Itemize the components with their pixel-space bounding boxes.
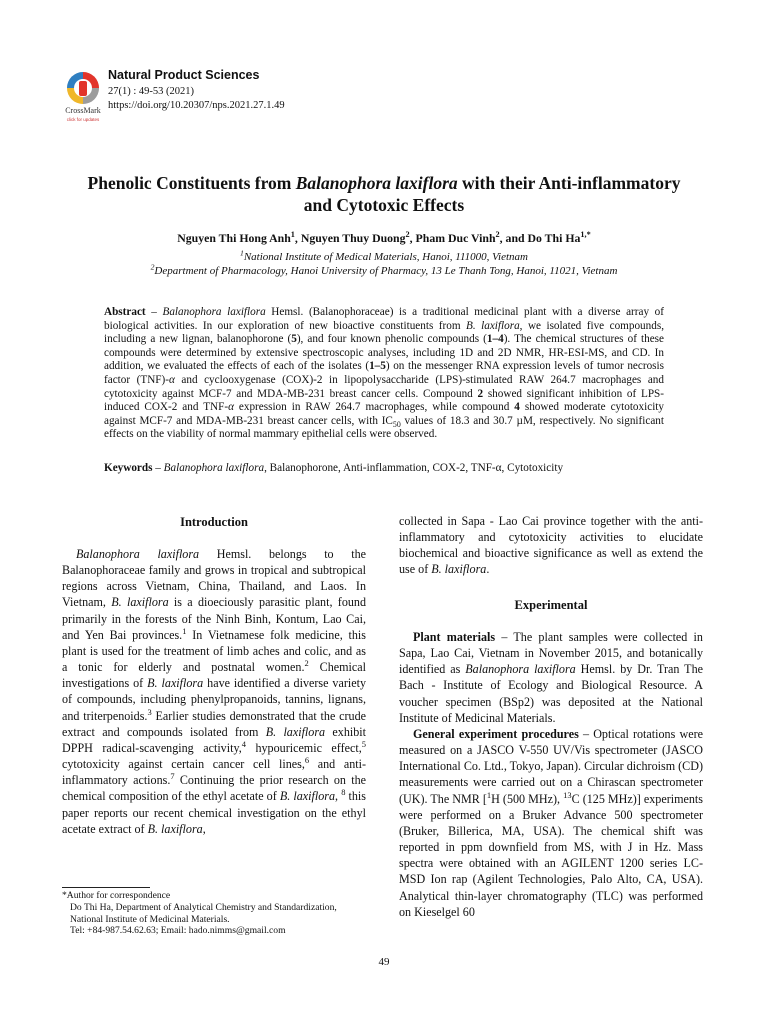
dash: – bbox=[152, 462, 164, 474]
tx: . bbox=[486, 562, 490, 577]
intro-paragraph bbox=[62, 546, 366, 837]
abs-text: showed significant inhibition of LPS-induced COX-2 and TNF- bbox=[104, 387, 664, 414]
it: B. laxiflora bbox=[147, 676, 204, 691]
abs-bold: 1–4 bbox=[486, 333, 504, 346]
author-sep: , and bbox=[499, 231, 528, 245]
tx: In Vietnamese folk medicine, this plant is used for the treatment of limb aches and colic, and as a tonic for elderly and postnatal women. bbox=[62, 627, 367, 675]
tx: cytotoxicity against certain cancer cell lines, bbox=[62, 757, 305, 772]
aff-sup: 2 bbox=[150, 262, 155, 272]
ref: 7 bbox=[170, 771, 175, 782]
footnote-line: *Author for correspondence bbox=[62, 890, 171, 901]
abstract bbox=[104, 306, 664, 442]
tx: collected in Sapa - Lao Cai province together with the anti-inflammatory and cytotoxicity activities to elucidate biochemical and bioactive significance as well as extend the use of bbox=[399, 514, 703, 577]
author-sup: 1 bbox=[290, 230, 295, 240]
abs-bold: 5 bbox=[291, 333, 297, 346]
tx: is a dioeciously parasitic plant, found primarily in the forests of the Ninh Binh, Kontum, Lao Cai, and Yen Bai provinces. bbox=[62, 595, 367, 642]
continuation-paragraph bbox=[399, 513, 703, 578]
tx: have identified a diverse variety of compounds, including phenylpropanoids, tannins, lignans, and triterpenoids. bbox=[62, 676, 366, 723]
kw-text: , Balanophorone, Anti-inflammation, COX-2, TNF-α, Cytotoxicity bbox=[264, 462, 564, 474]
it: B. laxiflora bbox=[265, 724, 326, 739]
tx: Hemsl. by Dr. Tran The Bach - Institute of Ecology and Biological Resource. A voucher specimen (BSp2) was deposited at the National Institute of Medicinal Materials. bbox=[399, 662, 703, 725]
subheading: General experiment procedures bbox=[413, 726, 579, 741]
tx: exhibit DPPH radical-scavenging activity, bbox=[62, 724, 366, 755]
author-sup bbox=[580, 230, 590, 239]
it: Balanophora laxiflora bbox=[465, 662, 576, 677]
abs-text: ). The chemical structures of these compounds were determined by extensive spectroscopic analyses, including 1D and 2D NMR, HR-ESI-MS, and CD. In addition, we evaluated the effects of each of the isolates ( bbox=[104, 333, 664, 373]
author: Nguyen Thi Hong Anh bbox=[177, 231, 291, 245]
abs-bold: 1–5 bbox=[369, 360, 386, 373]
crossmark-subtext: click for updates bbox=[66, 117, 100, 122]
ref: 3 bbox=[147, 706, 152, 717]
it: Balanophora laxiflora bbox=[76, 547, 200, 561]
ref: 1 bbox=[182, 625, 187, 636]
tx: Optical rotations were measured on a JASCO V-550 UV/Vis spectrometer (JASCO International Co. Ltd., Tokyo, Japan). Circular dichroism (CD) measurements were carried out on a Chirascan spectrometer (UK). The NMR [ bbox=[399, 726, 703, 806]
iso: 1 bbox=[486, 789, 492, 800]
tx: C (125 MHz)] experiments were performed on a Bruker Advance 500 spectrometer (Bruker, Billerica, MA, USA). The chemical shift was reported in ppm downfield from MS, with J in Hz. Mass spectra were obtained with an AGILENT 1200 series LC-MSD Ion rap (Agilent Technologies, Palo Alto, CA, USA). Analytical thin-layer chromatography (TLC) was performed on Kieselgel 60 bbox=[399, 791, 703, 919]
abs-text: showed moderate cytotoxicity against MCF-7 and MDA-MB-231 breast cancer cells, with IC bbox=[104, 401, 665, 427]
abs-italic: Balanophora laxiflora bbox=[162, 306, 266, 318]
crossmark-logo[interactable] bbox=[62, 68, 104, 126]
author-sup-num: 1, bbox=[580, 230, 587, 240]
crossmark-icon bbox=[62, 68, 104, 126]
author-list bbox=[60, 231, 708, 246]
author-sup: 2 bbox=[495, 230, 500, 240]
abs-italic: α bbox=[168, 373, 175, 386]
keywords-label: Keywords bbox=[104, 462, 153, 474]
author-sep: , bbox=[294, 231, 301, 245]
kw-italic: Balanophora laxiflora bbox=[163, 462, 265, 474]
correspondence-footnote bbox=[62, 890, 372, 937]
tx: , bbox=[202, 821, 206, 836]
abs-text: and cyclooxygenase (COX)-2 in lipopolysaccharide (LPS)-stimulated RAW 264.7 macrophages and cytotoxicity against MCF-7 and MDA-MB-231 breast cancer cells. Compound bbox=[104, 373, 664, 400]
affiliation-1 bbox=[60, 248, 708, 263]
abs-bold: 4 bbox=[514, 401, 520, 414]
tx: Chemical investigations of bbox=[62, 660, 366, 691]
title-part: Phenolic Constituents from bbox=[87, 173, 296, 193]
introduction-body bbox=[62, 546, 366, 837]
section-heading-experimental: Experimental bbox=[514, 598, 588, 612]
author: Nguyen Thuy Duong bbox=[300, 231, 406, 245]
general-procedures-paragraph bbox=[399, 726, 703, 920]
it: B. laxiflora bbox=[431, 562, 487, 577]
tx: , bbox=[335, 789, 342, 804]
it: B. laxiflora bbox=[111, 595, 169, 610]
tx: this paper reports our recent chemical investigation on the ethyl acetate extract of bbox=[62, 789, 367, 836]
aff-text: Department of Pharmacology, Hanoi University of Pharmacy, 13 Le Thanh Tong, Hanoi, 11021, Vietnam bbox=[154, 265, 618, 277]
abs-text: expression in RAW 264.7 macrophages, while compound bbox=[233, 401, 515, 414]
footnote-divider bbox=[62, 887, 150, 888]
journal-issue: 27(1) : 49-53 (2021) bbox=[108, 86, 195, 97]
ref: 5 bbox=[361, 738, 366, 749]
author: Pham Duc Vinh bbox=[415, 231, 496, 245]
paper-title bbox=[60, 172, 708, 216]
title-line2: and Cytotoxic Effects bbox=[303, 195, 465, 215]
abs-text: ) on the messenger RNA expression levels of tumor necrosis factor (TNF)- bbox=[104, 360, 664, 386]
abstract-label: Abstract bbox=[104, 306, 146, 318]
abs-text: ), and four known phenolic compounds ( bbox=[296, 333, 487, 346]
right-column-continuation bbox=[399, 513, 703, 578]
ref: 2 bbox=[304, 658, 309, 669]
footnote-line: Tel: +84-987.54.62.63; Email: hado.nimms@gmail.com bbox=[70, 925, 286, 937]
affiliation-2 bbox=[60, 262, 708, 277]
dash: – bbox=[145, 306, 163, 318]
abs-text: values of 18.3 and 30.7 µM, respectively. No significant effects on the viability of normal mammary epithelial cells were observed. bbox=[104, 414, 664, 441]
ref: 4 bbox=[241, 738, 246, 749]
page-number: 49 bbox=[378, 956, 390, 968]
journal-name: Natural Product Sciences bbox=[108, 68, 260, 82]
abs-italic: α bbox=[228, 401, 234, 414]
subheading: Plant materials bbox=[413, 630, 496, 644]
author-star: * bbox=[586, 230, 591, 240]
title-species: Balanophora laxiflora bbox=[295, 173, 458, 193]
section-heading-introduction: Introduction bbox=[180, 515, 248, 529]
aff-text: National Institute of Medical Materials, Hanoi, 111000, Vietnam bbox=[243, 251, 528, 263]
plant-materials-paragraph bbox=[399, 629, 703, 726]
dash: – bbox=[578, 726, 594, 741]
abs-bold: 2 bbox=[477, 387, 484, 400]
author-sep: , bbox=[409, 231, 416, 245]
iso: 13 bbox=[563, 789, 572, 800]
abs-text: , we isolated five compounds, including a new lignan, balanophorone ( bbox=[104, 319, 664, 346]
author: Do Thi Ha bbox=[527, 231, 581, 245]
it: B. laxiflora bbox=[147, 821, 203, 836]
tx: H (500 MHz), bbox=[491, 791, 564, 806]
title-part: with their Anti-inflammatory bbox=[457, 173, 681, 193]
ref: 6 bbox=[304, 755, 310, 765]
aff-sup: 1 bbox=[240, 248, 244, 258]
it: B. laxiflora bbox=[279, 789, 336, 804]
footnote-line: Do Thi Ha, Department of Analytical Chemistry and Standardization, National Institute of Medicinal Materials. bbox=[70, 901, 337, 925]
tx: and anti-inflammatory actions. bbox=[62, 757, 367, 788]
abs-sub: 50 bbox=[392, 419, 401, 429]
crossmark-text: CrossMark bbox=[65, 106, 101, 115]
experimental-body bbox=[399, 629, 703, 920]
journal-doi-link[interactable]: https://doi.org/10.20307/nps.2021.27.1.49 bbox=[108, 100, 285, 111]
abs-text: Hemsl. (Balanophoraceae) is a traditional medicinal plant with a diverse array of biological activities. In our exploration of new bioactive constituents from bbox=[104, 306, 664, 332]
author-sup: 2 bbox=[405, 230, 410, 240]
ref: 8 bbox=[341, 787, 346, 798]
keywords bbox=[104, 462, 664, 476]
tx: hypouricemic effect, bbox=[245, 740, 362, 755]
tx: Hemsl. belongs to the Balanophoraceae family and grows in tropical and subtropical regions across Vietnam, China, Thailand, and Laos. In Vietnam, bbox=[62, 547, 366, 610]
tx: Continuing the prior research on the chemical composition of the ethyl acetate of bbox=[62, 773, 367, 804]
dash: – bbox=[495, 630, 514, 644]
tx: The plant samples were collected in Sapa, Lao Cai, Vietnam in November 2015, and botanically identified as bbox=[399, 630, 703, 677]
tx: Earlier studies demonstrated that the crude extract and compounds isolated from bbox=[62, 708, 366, 739]
abs-italic: B. laxiflora bbox=[466, 319, 520, 332]
